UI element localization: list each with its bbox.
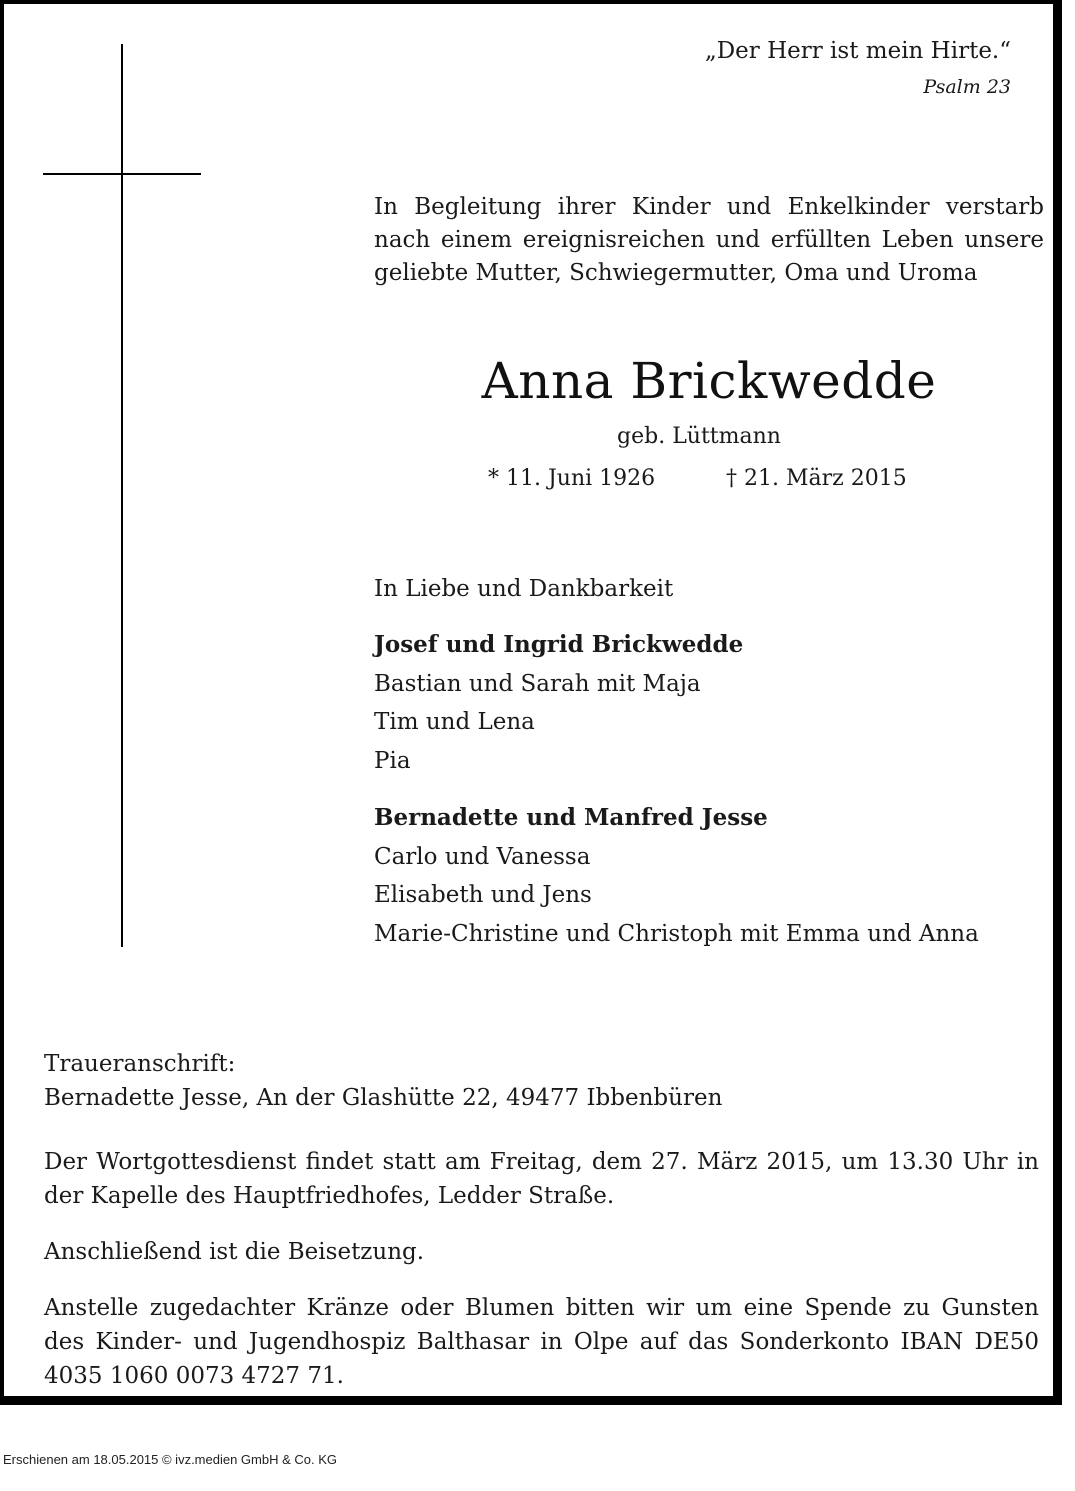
family-member: Tim und Lena	[374, 709, 535, 735]
mourners-list	[374, 570, 979, 953]
cross-icon-crossbar	[43, 173, 201, 175]
donation-info: Anstelle zugedachter Kränze oder Blumen bitten wir um eine Spende zu Gunsten des Kinder- und Jugendhospiz Balthasar in Olpe auf das Sonderkonto IBAN DE50 4035 1060 0073 4727 71.	[44, 1295, 1039, 1389]
mourning-address	[44, 1047, 722, 1115]
family-head: Josef und Ingrid Brickwedde	[374, 631, 744, 658]
family-head: Bernadette und Manfred Jesse	[374, 804, 768, 831]
deceased-name: Anna Brickwedde	[481, 352, 937, 410]
mourners-greeting: In Liebe und Dankbarkeit	[374, 576, 674, 602]
family-member: Elisabeth und Jens	[374, 882, 592, 908]
family-member: Bastian und Sarah mit Maja	[374, 670, 701, 697]
publication-footer: Erschienen am 18.05.2015 © ivz.medien GmbH & Co. KG	[3, 1452, 338, 1467]
death-date: † 21. März 2015	[726, 466, 907, 491]
birth-date: * 11. Juni 1926	[488, 466, 656, 491]
burial-info: Anschließend ist die Beisetzung.	[44, 1239, 425, 1265]
family-member: Carlo und Vanessa	[374, 843, 591, 870]
maiden-name: geb. Lüttmann	[617, 424, 781, 449]
intro-text: In Begleitung ihrer Kinder und Enkelkinder verstarb nach einem ereignisreichen und erfüllten Leben unsere geliebte Mutter, Schwiegermutter, Oma und Uroma	[374, 194, 1044, 286]
quote-source: Psalm 23	[923, 76, 1011, 98]
family-member: Marie-Christine und Christoph mit Emma und Anna	[374, 920, 979, 947]
cross-icon	[121, 44, 123, 947]
service-info: Der Wortgottesdienst findet statt am Freitag, dem 27. März 2015, um 13.30 Uhr in der Kapelle des Hauptfriedhofes, Ledder Straße.	[44, 1149, 1039, 1209]
address-value: Bernadette Jesse, An der Glashütte 22, 49477 Ibbenbüren	[44, 1085, 723, 1111]
family-member: Pia	[374, 747, 411, 774]
address-label: Traueranschrift:	[44, 1051, 236, 1077]
bible-quote: „Der Herr ist mein Hirte.“	[704, 38, 1011, 64]
